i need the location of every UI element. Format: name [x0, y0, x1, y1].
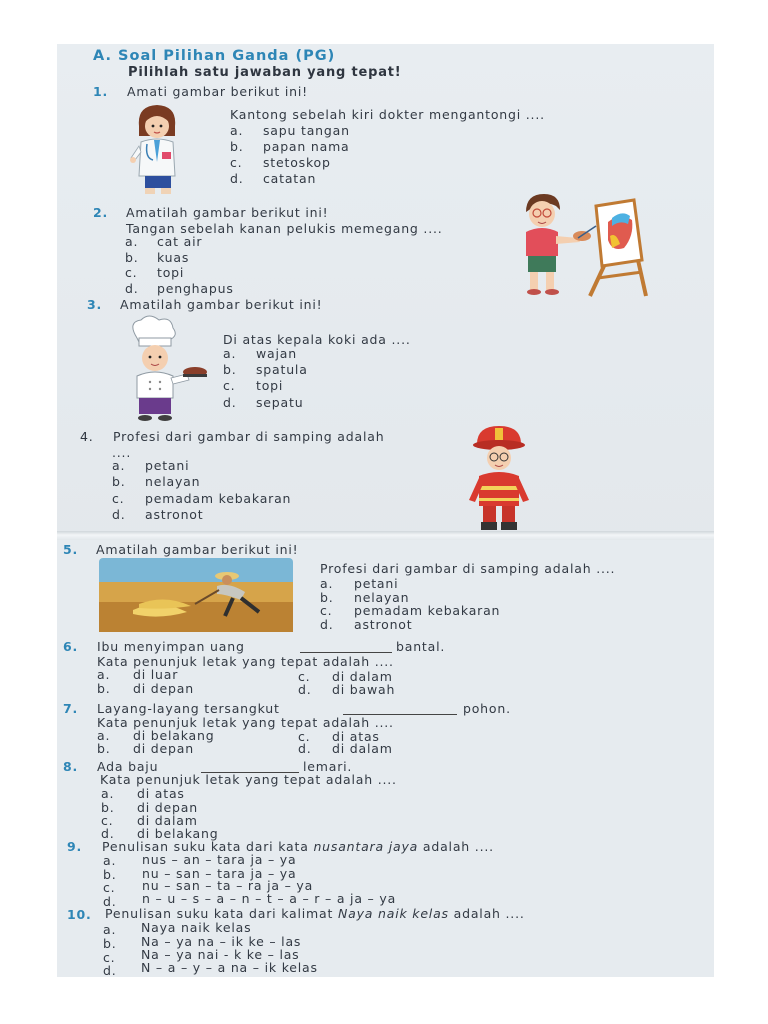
q9-option-key: a. — [103, 853, 117, 868]
q3-option-key: b. — [223, 362, 237, 377]
q6-option-text: di bawah — [332, 682, 396, 697]
section-instruction: Pilihlah satu jawaban yang tepat! — [128, 65, 402, 80]
q4-option-text: astronot — [145, 507, 204, 522]
q5-option-key: d. — [320, 617, 334, 632]
q1-number: 1. — [93, 84, 109, 99]
q6-question: Kata penunjuk letak yang tepat adalah .... — [97, 654, 394, 669]
q9-stem-italic: nusantara jaya — [313, 839, 419, 854]
q2-option-text: cat air — [157, 234, 203, 249]
q3-option-key: c. — [223, 378, 236, 393]
q2-option-key: a. — [125, 234, 139, 249]
q6-blank-line — [300, 652, 392, 653]
worksheet-page — [57, 44, 714, 977]
q5-option-text: nelayan — [354, 590, 410, 605]
q5-question: Profesi dari gambar di samping adalah .... — [320, 561, 616, 576]
q3-option-text: spatula — [256, 362, 308, 377]
q8-stem-before: Ada baju — [97, 759, 159, 774]
q10-option-text: Naya naik kelas — [141, 920, 252, 935]
q10-option-text: Na – ya nai - k ke – las — [141, 947, 300, 962]
q5-number: 5. — [63, 542, 79, 557]
q5-option-text: astronot — [354, 617, 413, 632]
q2-option-text: kuas — [157, 250, 190, 265]
farmer-illustration — [99, 558, 293, 632]
q8-option-key: c. — [101, 813, 114, 828]
q10-stem-after: adalah .... — [453, 906, 525, 921]
q3-option-text: wajan — [256, 346, 297, 361]
q8-option-key: d. — [101, 826, 115, 841]
q6-option-text: di dalam — [332, 669, 393, 684]
q1-stem: Amati gambar berikut ini! — [127, 84, 308, 99]
q6-option-text: di luar — [133, 667, 179, 682]
q3-option-text: sepatu — [256, 395, 304, 410]
q4-option-text: nelayan — [145, 474, 201, 489]
q9-number: 9. — [67, 839, 83, 854]
q8-option-key: b. — [101, 800, 115, 815]
q7-option-text: di atas — [332, 729, 380, 744]
q1-option-text: papan nama — [263, 139, 350, 154]
q10-option-key: c. — [103, 950, 116, 965]
q5-stem: Amatilah gambar berikut ini! — [96, 542, 299, 557]
q7-number: 7. — [63, 701, 79, 716]
painter-illustration — [512, 192, 662, 300]
section-title: A. Soal Pilihan Ganda (PG) — [93, 48, 336, 64]
q2-option-text: topi — [157, 265, 185, 280]
q8-stem-after: lemari. — [303, 759, 353, 774]
q10-stem-italic: Naya naik kelas — [337, 906, 449, 921]
q9-option-text: nus – an – tara ja – ya — [142, 852, 297, 867]
q8-option-text: di depan — [137, 800, 198, 815]
q9-stem-after: adalah .... — [422, 839, 494, 854]
q1-option-key: c. — [230, 155, 243, 170]
q7-question: Kata penunjuk letak yang tepat adalah .... — [97, 715, 394, 730]
q10-stem-before: Penulisan suku kata dari kalimat — [105, 906, 334, 921]
q5-option-key: a. — [320, 576, 334, 591]
q7-stem-after: pohon. — [463, 701, 511, 716]
q7-option-key: c. — [298, 729, 311, 744]
q3-option-key: d. — [223, 395, 237, 410]
q9-option-text: nu – san – tara ja – ya — [142, 866, 297, 881]
q2-number: 2. — [93, 205, 109, 220]
q4-option-key: b. — [112, 474, 126, 489]
q3-question: Di atas kepala koki ada .... — [223, 332, 411, 347]
q9-option-text: n – u – s – a – n – t – a – r – a ja – ya — [142, 891, 397, 906]
q2-question: Tangan sebelah kanan pelukis memegang .... — [126, 221, 443, 236]
q4-option-key: a. — [112, 458, 126, 473]
q7-option-key: b. — [97, 741, 111, 756]
q2-option-text: penghapus — [157, 281, 234, 296]
q1-option-key: d. — [230, 171, 244, 186]
q4-option-text: petani — [145, 458, 190, 473]
q7-stem-before: Layang-layang tersangkut — [97, 701, 280, 716]
q10-option-key: a. — [103, 922, 117, 937]
q7-option-key: a. — [97, 728, 111, 743]
q4-stem-continued: .... — [112, 445, 132, 460]
q1-option-key: a. — [230, 123, 244, 138]
q3-stem: Amatilah gambar berikut ini! — [120, 297, 323, 312]
q2-option-key: b. — [125, 250, 139, 265]
firefighter-illustration — [457, 424, 541, 534]
q8-option-key: a. — [101, 786, 115, 801]
q4-stem: Profesi dari gambar di samping adalah — [113, 429, 385, 444]
q6-stem-after: bantal. — [396, 639, 446, 654]
q9-option-text: nu – san – ta – ra ja – ya — [142, 878, 314, 893]
q4-number: 4. — [80, 429, 94, 444]
q9-option-key: c. — [103, 880, 116, 895]
q1-option-key: b. — [230, 139, 244, 154]
q1-option-text: catatan — [263, 171, 317, 186]
q6-option-key: d. — [298, 682, 312, 697]
q6-option-text: di depan — [133, 681, 194, 696]
q8-option-text: di belakang — [137, 826, 219, 841]
q5-option-text: petani — [354, 576, 399, 591]
q4-option-text: pemadam kebakaran — [145, 491, 292, 506]
q6-option-key: b. — [97, 681, 111, 696]
q6-stem-before: Ibu menyimpan uang — [97, 639, 245, 654]
q10-number: 10. — [67, 907, 92, 922]
q10-option-text: N – a – y – a na – ik kelas — [141, 960, 318, 975]
doctor-illustration — [125, 102, 189, 198]
q4-option-key: c. — [112, 491, 125, 506]
q6-option-key: a. — [97, 667, 111, 682]
q7-option-text: di dalam — [332, 741, 393, 756]
q8-option-text: di atas — [137, 786, 185, 801]
q8-option-text: di dalam — [137, 813, 198, 828]
q10-option-key: d. — [103, 963, 117, 977]
q3-option-text: topi — [256, 378, 284, 393]
q2-option-key: c. — [125, 265, 138, 280]
q3-number: 3. — [87, 297, 103, 312]
q5-option-text: pemadam kebakaran — [354, 603, 501, 618]
q3-option-key: a. — [223, 346, 237, 361]
q9-option-key: d. — [103, 894, 117, 909]
q2-stem: Amatilah gambar berikut ini! — [126, 205, 329, 220]
q9-stem-before: Penulisan suku kata dari kata — [102, 839, 309, 854]
q1-option-text: sapu tangan — [263, 123, 350, 138]
q10-option-text: Na – ya na – ik ke – las — [141, 934, 302, 949]
q6-number: 6. — [63, 639, 79, 654]
q9-option-key: b. — [103, 867, 117, 882]
q5-option-key: c. — [320, 603, 333, 618]
q4-option-key: d. — [112, 507, 126, 522]
chef-illustration — [119, 314, 211, 426]
q6-option-key: c. — [298, 669, 311, 684]
q2-option-key: d. — [125, 281, 139, 296]
q5-option-key: b. — [320, 590, 334, 605]
q1-option-text: stetoskop — [263, 155, 331, 170]
q8-question: Kata penunjuk letak yang tepat adalah .... — [100, 772, 397, 787]
q10-stem — [105, 908, 525, 921]
q7-option-text: di belakang — [133, 728, 215, 743]
q8-number: 8. — [63, 759, 79, 774]
q7-option-text: di depan — [133, 741, 194, 756]
q7-option-key: d. — [298, 741, 312, 756]
q10-option-key: b. — [103, 936, 117, 951]
q1-question: Kantong sebelah kiri dokter mengantongi .... — [230, 107, 545, 122]
